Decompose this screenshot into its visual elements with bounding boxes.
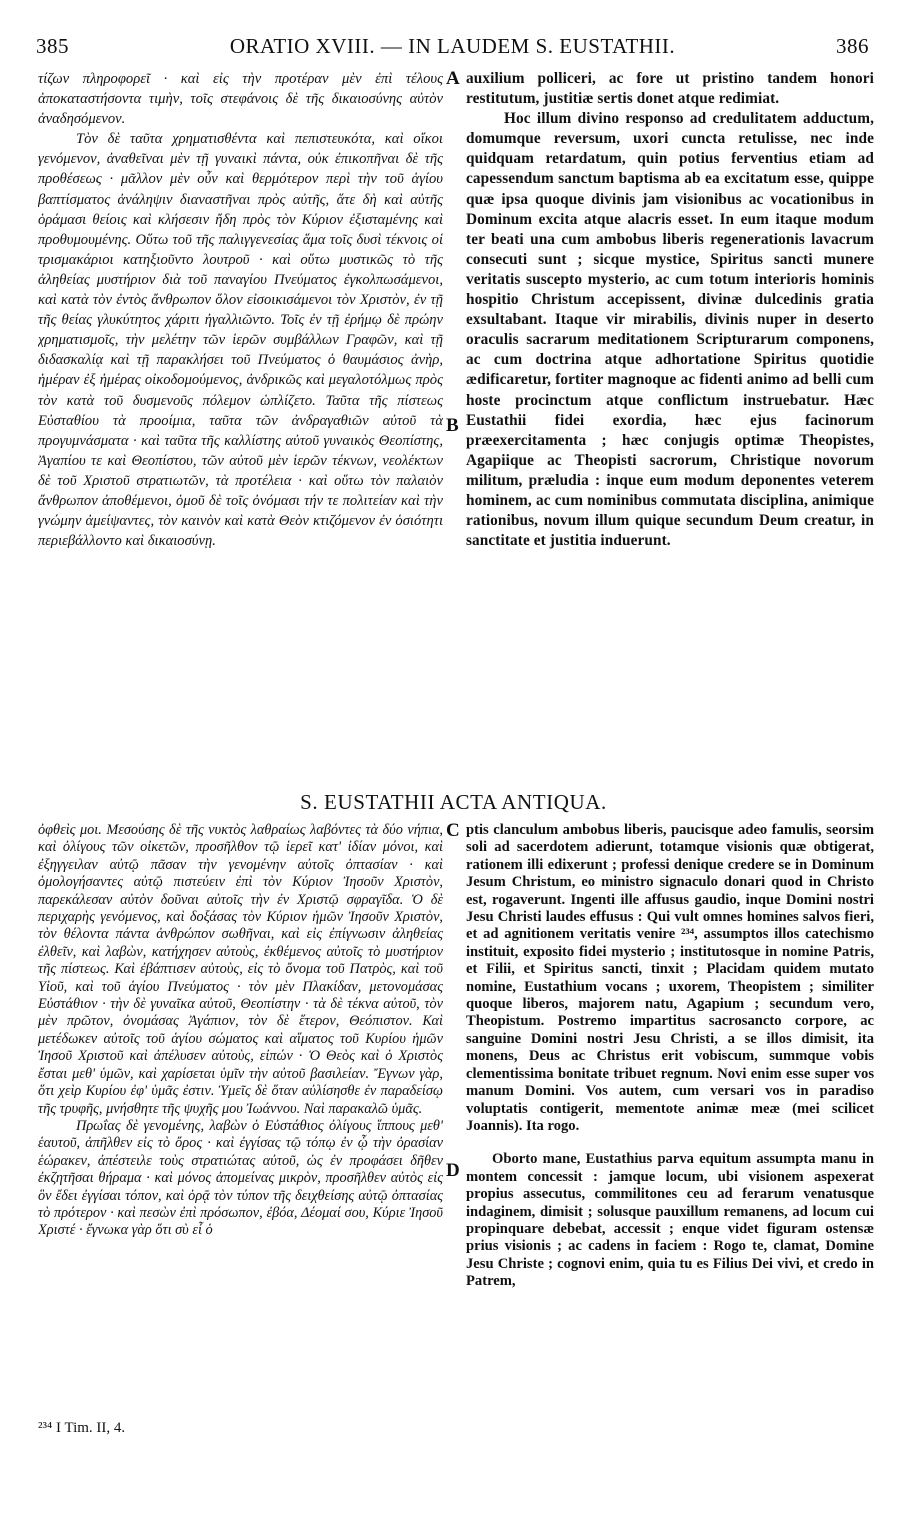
greek-paragraph: Πρωΐας δὲ γενομένης, λαβὼν ὁ Εὐστάθιος ὀλίγους ἵππους μεθ' ἑαυτοῦ, ἀπῆλθεν εἰς τὸ ὄρος · καὶ ἐγγίσας τῷ τόπῳ ἐν ᾧ τὴν ὀρασίαν ἑώρακεν, ἀπέστειλε τοὺς στρατιώτας αὐτοῦ, ὡς ἐν προφάσει δῆθεν ἐκζητῆσαι θήραμα · καὶ μόνος ἀπομείνας μικρὸν, προσῆλθεν αὐτὸς εἰς ὃν ἔδει ἐγγίσαι τόπον, καὶ ὁρᾷ τὸν τύπον τῆς δειχθείσης αὐτῷ ὀπτασίας τὸ πρότερον · καὶ πεσὼν ἐπὶ πρόσωπον, ἐβόα, Δέομαί σου, Κύριε Ἰησοῦ Χριστέ · ἔγνωκα γὰρ ὅτι σὺ εἶ ὁ [38, 1117, 443, 1239]
running-title: ORATIO XVIII. — IN LAUDEM S. EUSTATHII. [229, 34, 676, 58]
margin-marker-d: D [446, 1160, 460, 1181]
latin-column-top [466, 69, 874, 729]
page-number-left: 385 [36, 34, 69, 58]
greek-paragraph: ὀφθεὶς μοι. Μεσούσης δὲ τῆς νυκτὸς λαθραίως λαβόντες τὰ δύο νήπια, καὶ ὀλίγους τῶν οἰκετῶν, προσῆλθον τῷ ἱερεῖ κατ' ἰδίαν μόνοι, καὶ ἐξηγγειλαν αὐτῷ πᾶσαν τὴν γενομένην αὐτοῖς ὀπτασίαν · καὶ ὁμολογήσαντες αὐτῷ πιστεύειν ἐπὶ τὸν Κύριον Ἰησοῦν Χριστὸν, παρεκάλεσαν αὐτὸν δοῦναι αὐτοῖς τὴν ἐν Χριστῷ σφραγῖδα. Ὁ δὲ περιχαρὴς γενόμενος, καὶ δοξάσας τὸν Κύριον ἡμῶν Ἰησοῦν Χριστὸν, τὸν θέλοντα πάντα ἀνθρώπον σωθῆναι, καὶ εἰς ἐπίγνωσιν ἀληθείας ἐλθεῖν, καὶ λαβὼν, κατήχησεν αὐτοὺς, ἐκθέμενος αὐτοῖς τὸ μυστήριον τῆς πίστεως. Καὶ ἐβάπτισεν αὐτοὺς, εἰς τὸ ὄνομα τοῦ Πατρὸς, καὶ τοῦ Υἱοῦ, καὶ τοῦ ἁγίου Πνεύματος · τὸν μὲν Πλακίδαν, μετονομάσας Εὐστάθιον · τὴν δὲ γυναῖκα αὐτοῦ, Θεοπίστην · τὰ δὲ τέκνα αὐτοῦ, τὸν μὲν πρῶτον, ὀνομάσας Ἀγάπιον, τὸν δὲ ἕτερον, Θεόπιστον. Καὶ μετέδωκεν αὐτοῖς τοῦ ἁγίου σώματος καὶ αἵματος τοῦ Κυρίου ἡμῶν Ἰησοῦ Χριστοῦ καὶ ἀπέλυσεν αὐτοὺς, εἰπών · Ὁ Θεὸς καὶ ὁ Χριστὸς ἔσται μεθ' ὑμῶν, καὶ χαρίσεται ὑμῖν τὴν αὐτοῦ βασιλείαν. Ἔγνων γὰρ, ὅτι χεὶρ Κυρίου ἐφ' ὑμᾶς ἐστιν. Ὑμεῖς δὲ ὅταν αὐλίσησθε ἐν παραδείσῳ τῆς τρυφῆς, μνήσθητε τῆς ψυχῆς μου Ἰωάννου. Ναὶ παρακαλῶ ὑμᾶς. [38, 822, 443, 1117]
greek-column-bottom [38, 822, 443, 1402]
latin-paragraph: ptis clanculum ambobus liberis, paucisque adeo famulis, seorsim soli ad sacerdotem adierunt, totamque visionis quæ obtigerat, rationem illi edixerunt ; professi denique credere se in Dominum Jesum Christum, eo ministro signaculo donari quod in Christo est, rogaverunt. Ingenti ille affusus gaudio, inque Domini nostri Jesu Christi laudes effusus : Qui vult omnes homines salvos fieri, et ad agnitionem veritatis venire ²³⁴, assumptos illos catechismo instituit, exposito fidei mysterio ; institutosque in nomine Patris, et Filii, et Spiritus sancti, tinxit ; Placidam quidem mutato nomine, Eustathium vocans ; uxorem, Theopistem ; similiter quoque liberos, majorem natu, Agapium ; secundum vero, Theopistum. Postremo impartitus sacrosancto corpore, ac sanguine Domini nostri Jesu Christi, a se illos dimisit, ita monens, Deus ac Christus erit vobiscum, summque vobis clementissima bonitate tribuet regnum. Novi enim esse super vos manum Domini. Vos autem, cum versari vos in paradiso voluptatis contigerit, mementote animæ meæ (mei scilicet Joannis). Ita rogo. [466, 822, 874, 1134]
page-header [36, 34, 869, 64]
latin-paragraph: auxilium polliceri, ac fore ut pristino tandem honori restitutum, justitiæ sertis donet atque redimiat. [466, 70, 874, 108]
greek-paragraph: τίζων πληροφορεῖ · καὶ εἰς τὴν προτέραν μὲν ἐπὶ τέλους ἀποκαταστήσοντα τιμὴν, τοῖς στεφάνοις δὲ τῆς δικαιοσύνης αὐτὸν ἀναδησόμενον. [38, 71, 443, 128]
latin-column-bottom [466, 822, 874, 1402]
section-title: S. EUSTATHII ACTA ANTIQUA. [300, 790, 607, 814]
page-number-right: 386 [836, 34, 869, 58]
margin-marker-c: C [446, 820, 460, 841]
latin-paragraph: Oborto mane, Eustathius parva equitum assumpta manu in montem concessit : jamque locum, ubi visionem aspexerat propius assecutus, commilitones ceu ad ferarum venatusque indaginem, dimisit ; solusque pauxillum remanens, ad locum cui propinquare debebat, accessit ; enque videt figuram ostensæ prius visionis ; ac cadens in faciem : Rogo te, clamat, Domine Jesu Christe ; cognovi enim, quia tu es Filius Dei vivi, et credo in Patrem, [466, 1151, 874, 1290]
latin-paragraph: Hoc illum divino responso ad credulitatem adductum, domumque reversum, uxori cuncta retulisse, nec inde quidquam retardatum, quin potius ferventius etiam ad capessendum sanctum baptisma ab ea excitatum esse, quippe quæ ipsa quoque divinis jam visionibus ac vocationibus in Dominum excita atque alacris esset. In eum itaque modum ter beati una cum ambobus liberis regenerationis lavacrum consecuti sunt ; sicque mystice, Spiritus sancti munere veritatis suscepto mysterio, ac cum totum interioris hominis hospitio Christum accepissent, divinæ dulcedinis gratia exsultabant. Itaque vir mirabilis, divinis nuper in deserto oraculis sacrarum meditationem Scripturarum componens, ac cum doctrina atque adhortatione Spiritus quotidie ædificaretur, fortiter magnoque ac fidenti animo ad belli cum hoste procinctum atque conflictum instruebatur. Hæc Eustathii fidei exordia, hæc ejus facinorum præexercitamenta ; hæc conjugis optimæ Theopistes, Agapiique ac Theopisti sacrorum, Christique novorum militum, præludia : inque eum modum deponentes veterem hominem, ac cum nominibus commutata disciplina, animique rationibus, novum illum quique secundum Deum creatur, in sanctitate et justitia induerunt. [466, 110, 874, 550]
greek-paragraph: Τὸν δὲ ταῦτα χρηματισθέντα καὶ πεπιστευκότα, καὶ οἴκοι γενόμενον, ἀναθεῖναι μὲν τῇ γυναικὶ πάντα, οὐκ ἐπικοπῆναι δὲ τῆς προθέσεως · μᾶλλον μὲν οὖν καὶ θερμότερον περὶ τὴν τοῦ ἁγίου βαπτίσματος ἀνάληψιν διαναστῆναι πρὸς αὐτῆς, ἅτε δὴ καὶ αὐτῆς ὁράμασι θείοις καὶ κλήσεσιν ἤδη πρὸς τὸν Κύριον ἐξισταμένης καὶ προθυμουμένης. Οὕτω τοῦ τῆς παλιγγενεσίας ἅμα τοῖς δυσὶ τέκνοις οἱ τρισμακάριοι κατηξιοῦντο λουτροῦ · καὶ οὕτω μυστικῶς τὸ τῆς ἀληθείας μυστήριον διὰ τοῦ παναγίου Πνεύματος ἐγκολπωσάμενοι, καὶ κατὰ τὸν ἐντὸς ἄνθρωπον ὅλον εἰσοικισάμενοι τὸν Χριστὸν, ἐν τῇ τῆς θείας γλυκύτητος χάριτι ἠγαλλιῶντο. Τοῖς ἐν τῇ ἐρήμῳ δὲ πρώην χρηματισμοῖς, τὴν μελέτην τῶν ἱερῶν συμβάλλων Γραφῶν, καὶ τῇ διδασκαλίᾳ καὶ τῇ παρακλήσει τοῦ Πνεύματος ὁ θαυμάσιος ἀνὴρ, ἡμέραν ἐξ ἡμέρας οἰκοδομούμενος, ἀνδρικῶς καὶ μεγαλοτόλμως πρὸς τὸν κατὰ τοῦ δυσμενοῦς πόλεμον ὡπλίζετο. Ταῦτα τῆς πίστεως Εὐσταθίου τὰ προοίμια, ταῦτα τῶν ἀνδραγαθιῶν αὐτοῦ τὰ προγυμνάσματα · καὶ ταῦτα τῆς καλλίστης αὐτοῦ γυναικὸς Θεοπίστης, Ἀγαπίου τε καὶ Θεοπίστου, τῶν αὐτοῦ μὲν ἱερῶν τέκνων, νεολέκτων δὲ τοῦ Χριστοῦ στρατιωτῶν, τὰ προτέλεια · καὶ οὕτω τὸν παλαιὸν ἄνθρωπον ἀποθέμενοι, ὁμοῦ δὲ τοῖς ὀνόμασι τήν τε πολιτείαν καὶ τὴν γνώμην ἀμείψαντες, τὸν καινὸν καὶ κατὰ Θεὸν κτιζόμενον ἐν ὁσιότητι περιεβάλλοντο καὶ δικαιοσύνῃ. [38, 131, 443, 550]
footnote: ²³⁴ I Tim. II, 4. [38, 1420, 126, 1436]
margin-marker-b: B [446, 415, 459, 436]
margin-marker-a: A [446, 68, 460, 89]
greek-column-top [38, 69, 443, 767]
